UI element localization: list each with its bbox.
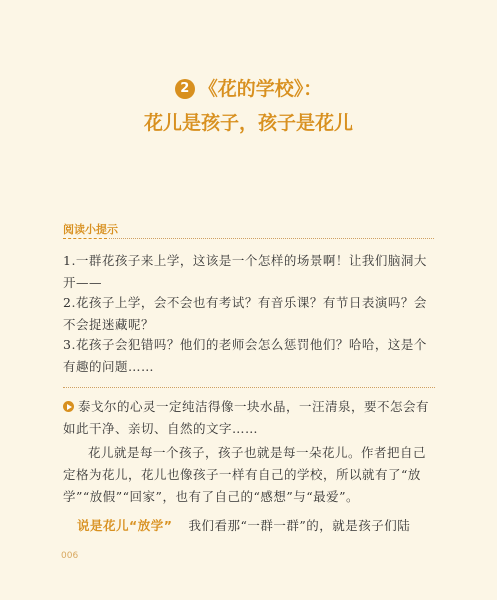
reading-hint-label: 阅读小提示 bbox=[63, 223, 118, 236]
play-bullet-icon bbox=[63, 401, 74, 412]
chapter-subtitle: 花儿是孩子，孩子是花儿 bbox=[143, 112, 353, 134]
section-divider bbox=[63, 387, 435, 388]
hint-question-2: 2.花孩子上学，会不会也有考试？有音乐课？有节日表演吗？会不会捉迷藏呢？ bbox=[63, 295, 427, 332]
section-subheading: 说是花儿“放学” bbox=[77, 518, 173, 533]
chapter-number-badge: 2 bbox=[175, 79, 195, 99]
chapter-title-line1 bbox=[0, 76, 497, 102]
body-paragraph-1: 花儿就是每一个孩子，孩子也就是每一朵花儿。作者把自己定格为花儿，花儿也像孩子一样有自己的学校，所以就有了“放学”“放假”“回家”，也有了自己的“感想”与“最爱”。 bbox=[63, 445, 427, 504]
hint-question-3: 3.花孩子会犯错吗？他们的老师会怎么惩罚他们？哈哈，这是个有趣的问题…… bbox=[63, 337, 427, 374]
hint-question-1: 1.一群花孩子来上学，这该是一个怎样的场景啊！让我们脑洞大开—— bbox=[63, 253, 427, 290]
quote-text: 泰戈尔的心灵一定纯洁得像一块水晶，一汪清泉，要不怎会有如此干净、亲切、自然的文字…… bbox=[63, 399, 430, 436]
chapter-title bbox=[0, 76, 497, 136]
quote-paragraph bbox=[63, 396, 435, 440]
body-paragraph-2-text: 我们看那“一群一群”的，就是孩子们陆 bbox=[188, 518, 411, 533]
body-paragraph-2 bbox=[63, 515, 435, 537]
reading-hint-header bbox=[63, 223, 118, 239]
reading-hint-underline bbox=[63, 238, 107, 239]
reading-hint-divider bbox=[109, 238, 434, 239]
page-number: 006 bbox=[61, 551, 79, 561]
chapter-title-text: 《花的学校》： bbox=[198, 78, 323, 100]
